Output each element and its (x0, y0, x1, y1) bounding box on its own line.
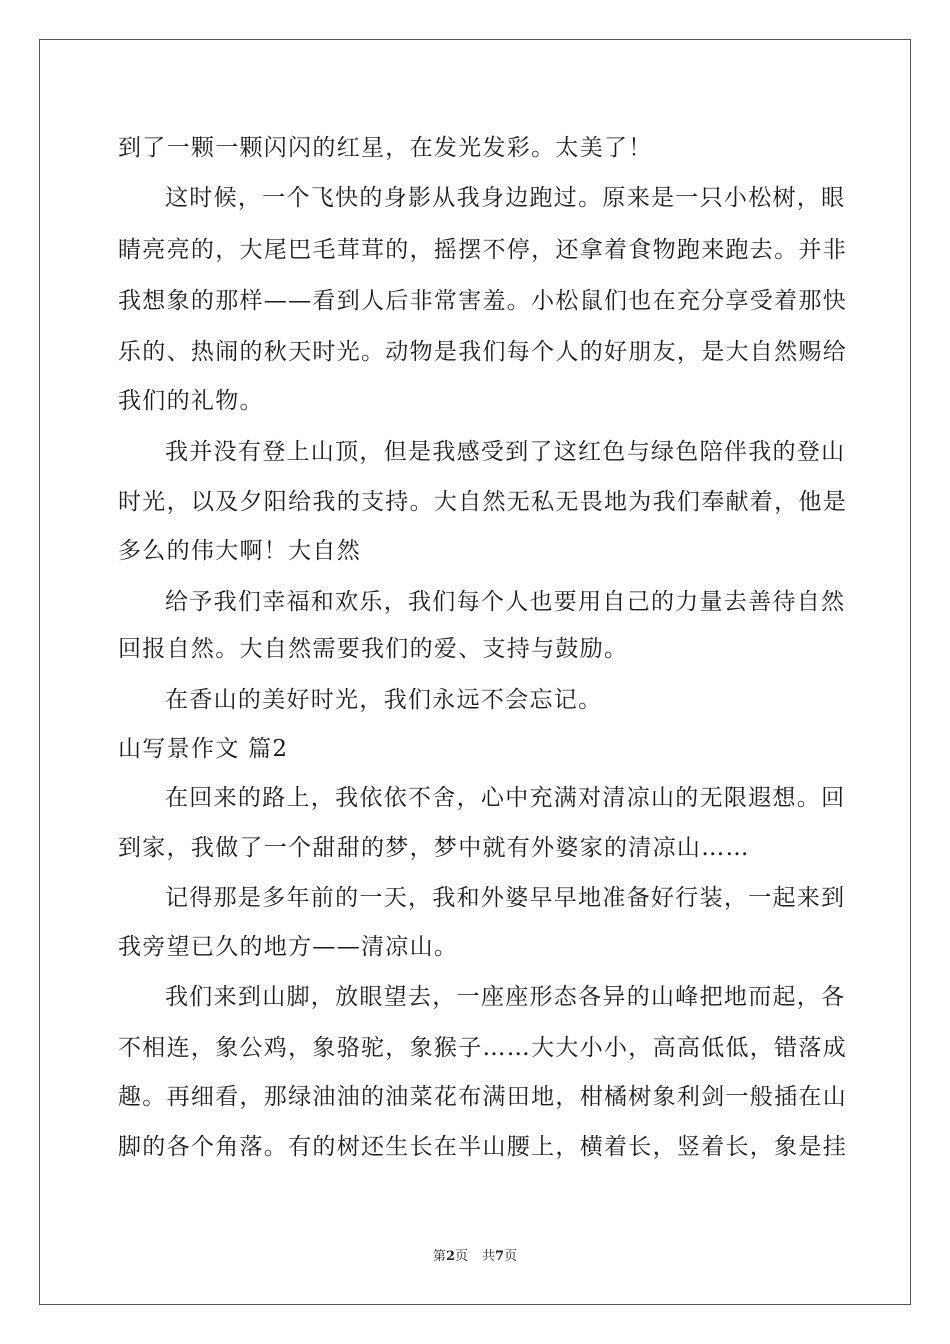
current-page-number: 2 (445, 1249, 455, 1264)
text-line: 到了一颗一颗闪闪的红星，在发光发彩。太美了！ (118, 135, 653, 161)
text-line: 多么的伟大啊！大自然 (118, 538, 361, 564)
footer-prefix: 第 (432, 1249, 446, 1264)
text-line: 在回来的路上，我依依不舍，心中充满对清凉山的无限遐想。回 (165, 785, 846, 811)
section-heading: 山写景作文 篇2 (118, 736, 289, 762)
text-line: 乐的、热闹的秋天时光。动物是我们每个人的好朋友，是大自然赐给 (118, 339, 847, 365)
text-line: 这时候，一个飞快的身影从我身边跑过。原来是一只小松树，眼 (165, 185, 846, 211)
text-line: 记得那是多年前的一天，我和外婆早早地准备好行装，一起来到 (165, 885, 846, 911)
text-line: 我旁望已久的地方——清凉山。 (118, 934, 459, 960)
text-line: 给予我们幸福和欢乐，我们每个人也要用自己的力量去善待自然 (165, 589, 846, 615)
total-page-count: 7 (495, 1249, 505, 1264)
page-border (39, 39, 911, 1305)
text-line: 我想象的那样——看到人后非常害羞。小松鼠们也在充分享受着那快 (118, 288, 847, 314)
text-line: 我们来到山脚，放眼望去，一座座形态各异的山峰把地而起，各 (165, 984, 846, 1010)
text-line: 回报自然。大自然需要我们的爱、支持与鼓励。 (118, 636, 629, 662)
text-line: 不相连，象公鸡，象骆驼，象猴子……大大小小，高高低低，错落成 (118, 1035, 847, 1061)
text-line: 我并没有登上山顶，但是我感受到了这红色与绿色陪伴我的登山 (165, 439, 846, 465)
footer-total-suffix: 页 (504, 1249, 518, 1264)
text-line: 在香山的美好时光，我们永远不会忘记。 (165, 687, 603, 713)
text-line: 我们的礼物。 (118, 388, 264, 414)
text-line: 时光，以及夕阳给我的支持。大自然无私无畏地为我们奉献着，他是 (118, 489, 847, 515)
text-line: 睛亮亮的，大尾巴毛茸茸的，摇摆不停，还拿着食物跑来跑去。并非 (118, 237, 847, 263)
footer-total-prefix: 共 (482, 1249, 496, 1264)
page-footer (0, 1249, 950, 1265)
footer-page-suffix: 页 (454, 1249, 468, 1264)
text-line: 脚的各个角落。有的树还生长在半山腰上，横着长，竖着长，象是挂 (118, 1134, 847, 1160)
text-line: 到家，我做了一个甜甜的梦，梦中就有外婆家的清凉山…… (118, 835, 750, 861)
text-line: 趣。再细看，那绿油油的油菜花布满田地，柑橘树象利剑一般插在山 (118, 1084, 847, 1110)
